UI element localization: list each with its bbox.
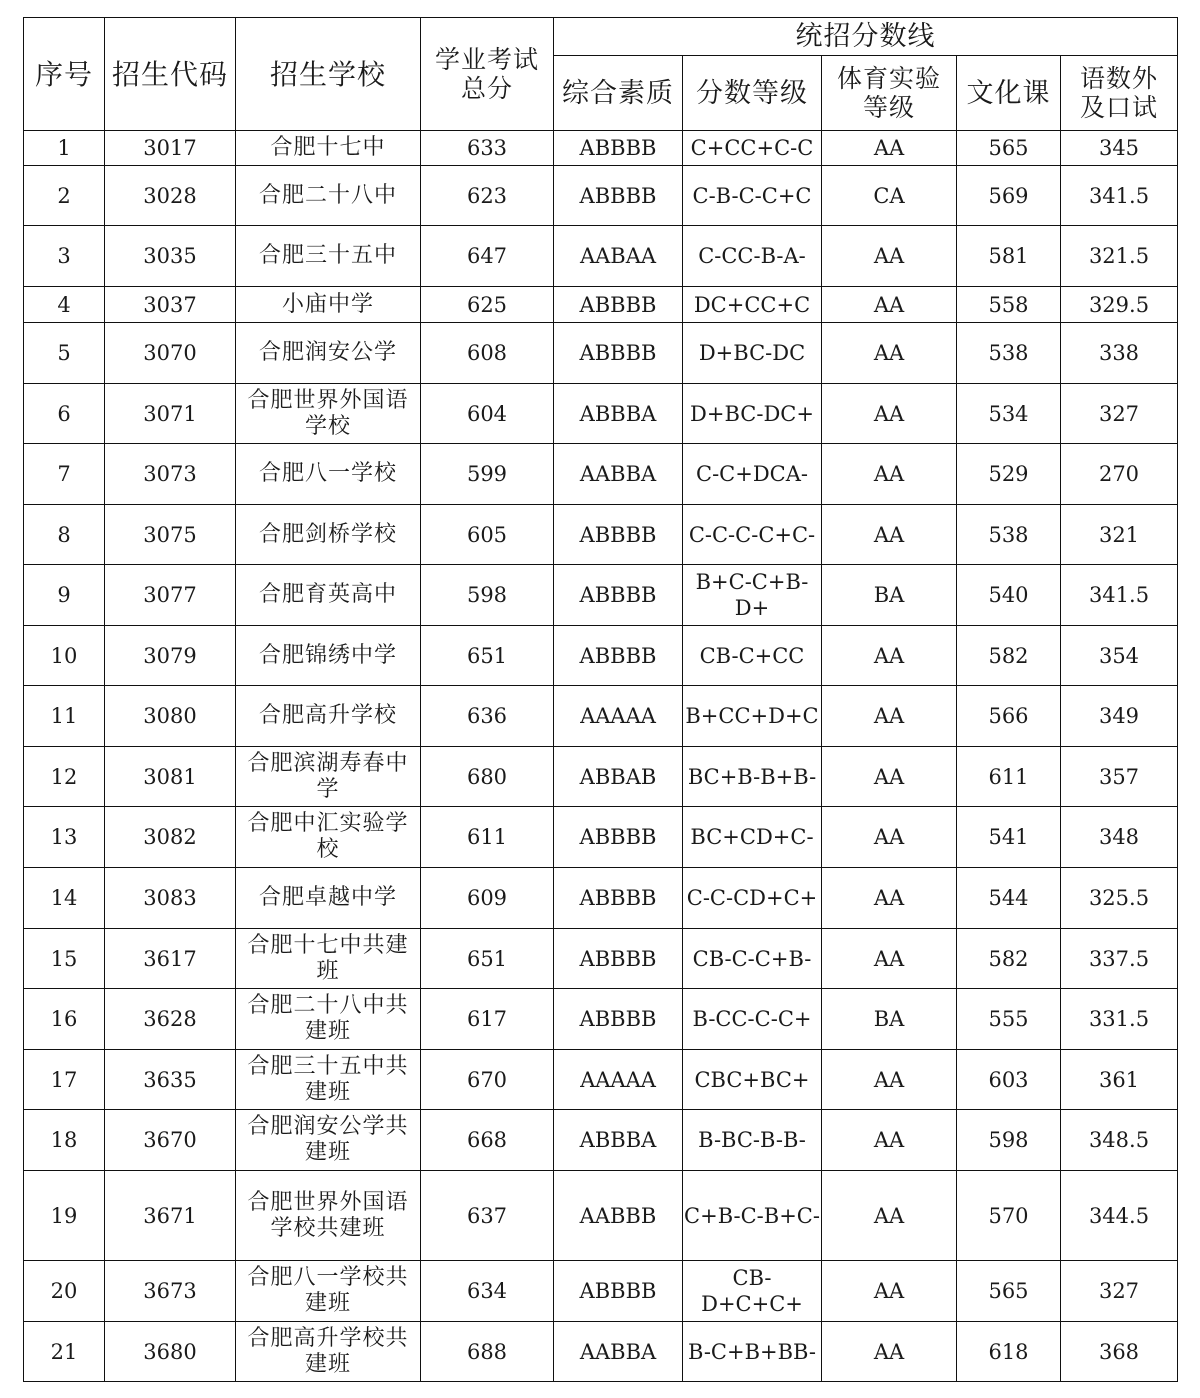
cell-code: 3035 (105, 226, 236, 287)
cell-grade: C-C-CD+C+ (683, 868, 822, 929)
cell-seq: 4 (24, 287, 105, 323)
table-row (24, 807, 1178, 868)
cell-culture: 540 (957, 565, 1061, 626)
cell-total: 680 (421, 747, 554, 807)
cell-total: 637 (421, 1171, 554, 1261)
cell-school (236, 747, 421, 807)
cell-school (236, 444, 421, 505)
cell-school (236, 226, 421, 287)
cell-total: 605 (421, 505, 554, 565)
cell-school (236, 686, 421, 747)
school-name: 合肥滨湖寿春中学 (247, 750, 409, 802)
table-row (24, 686, 1178, 747)
cell-total: 651 (421, 626, 554, 686)
table-row (24, 1171, 1178, 1261)
cell-total: 647 (421, 226, 554, 287)
cell-seq: 1 (24, 131, 105, 166)
cell-lang: 348 (1061, 807, 1178, 868)
cell-total: 636 (421, 686, 554, 747)
table-row (24, 1261, 1178, 1322)
cell-school (236, 384, 421, 444)
cell-quality: ABBBB (554, 323, 683, 384)
cell-culture: 603 (957, 1050, 1061, 1110)
cell-lang: 357 (1061, 747, 1178, 807)
school-name: 合肥十七中 (270, 135, 386, 160)
header-lang (1061, 56, 1178, 131)
cell-grade: D+BC-DC+ (683, 384, 822, 444)
table-row (24, 929, 1178, 989)
cell-code: 3673 (105, 1261, 236, 1322)
cell-lang: 329.5 (1061, 287, 1178, 323)
cell-pe: AA (822, 626, 957, 686)
cell-culture: 538 (957, 323, 1061, 384)
school-name: 合肥二十八中共建班 (247, 993, 409, 1044)
cell-lang: 344.5 (1061, 1171, 1178, 1261)
cell-lang: 341.5 (1061, 166, 1178, 226)
cell-lang: 341.5 (1061, 565, 1178, 626)
header-row-top (24, 18, 1178, 56)
school-name: 合肥世界外国语学校 (247, 387, 409, 439)
cell-total: 633 (421, 131, 554, 166)
cell-quality: ABBBB (554, 505, 683, 565)
cell-grade: BC+CD+C- (683, 807, 822, 868)
cell-pe: AA (822, 686, 957, 747)
cell-total: 599 (421, 444, 554, 505)
cell-seq: 6 (24, 384, 105, 444)
cell-quality: ABBBB (554, 868, 683, 929)
cell-grade: BC+B-B+B- (683, 747, 822, 807)
header-grade: 分数等级 (683, 56, 822, 131)
cell-code: 3635 (105, 1050, 236, 1110)
cell-total: 668 (421, 1110, 554, 1171)
cell-pe: AA (822, 807, 957, 868)
cell-pe: CA (822, 166, 957, 226)
cell-pe: BA (822, 565, 957, 626)
cell-total: 688 (421, 1322, 554, 1382)
cell-grade: CB-C-C+B- (683, 929, 822, 989)
cell-total: 651 (421, 929, 554, 989)
cell-pe: AA (822, 444, 957, 505)
cell-seq: 7 (24, 444, 105, 505)
cell-quality: ABBBA (554, 1110, 683, 1171)
cell-lang: 349 (1061, 686, 1178, 747)
cell-lang: 321 (1061, 505, 1178, 565)
cell-grade: CB-D+C+C+ (683, 1261, 822, 1322)
cell-seq: 18 (24, 1110, 105, 1171)
cell-lang: 348.5 (1061, 1110, 1178, 1171)
cell-school (236, 166, 421, 226)
cell-culture: 598 (957, 1110, 1061, 1171)
cell-quality: AABBB (554, 1171, 683, 1261)
cell-grade: C-C+DCA- (683, 444, 822, 505)
cell-total: 670 (421, 1050, 554, 1110)
cell-quality: ABBBB (554, 565, 683, 626)
cell-lang: 270 (1061, 444, 1178, 505)
cell-grade: C-B-C-C+C (683, 166, 822, 226)
cell-quality: AABBA (554, 444, 683, 505)
table-row (24, 565, 1178, 626)
table-row (24, 1110, 1178, 1171)
cell-quality: ABBBB (554, 166, 683, 226)
cell-pe: AA (822, 226, 957, 287)
score-table-sheet (23, 17, 1178, 1382)
header-pe (822, 56, 957, 131)
cell-lang: 327 (1061, 1261, 1178, 1322)
cell-code: 3080 (105, 686, 236, 747)
cell-school (236, 868, 421, 929)
cell-quality: ABBBB (554, 807, 683, 868)
header-code: 招生代码 (105, 18, 236, 131)
cell-seq: 10 (24, 626, 105, 686)
cell-grade: C+B-C-B+C- (683, 1171, 822, 1261)
table-body (24, 131, 1178, 1382)
cell-school (236, 626, 421, 686)
cell-school (236, 929, 421, 989)
cell-grade: B-BC-B-B- (683, 1110, 822, 1171)
school-name: 合肥八一学校 (258, 461, 397, 486)
cell-code: 3037 (105, 287, 236, 323)
cell-quality: ABBBB (554, 929, 683, 989)
cell-quality: AAAAA (554, 686, 683, 747)
header-total-text: 学业考试总分 (434, 45, 539, 103)
cell-total: 609 (421, 868, 554, 929)
admission-score-table (23, 17, 1178, 1382)
cell-seq: 2 (24, 166, 105, 226)
school-name: 合肥润安公学共建班 (247, 1114, 409, 1165)
school-name: 合肥十七中共建班 (247, 932, 409, 984)
cell-pe: AA (822, 384, 957, 444)
cell-code: 3017 (105, 131, 236, 166)
table-row (24, 131, 1178, 166)
header-group-cutoff: 统招分数线 (554, 18, 1178, 56)
cell-code: 3617 (105, 929, 236, 989)
school-name: 合肥锦绣中学 (258, 642, 397, 668)
cell-culture: 558 (957, 287, 1061, 323)
cell-seq: 8 (24, 505, 105, 565)
cell-school (236, 323, 421, 384)
cell-pe: AA (822, 1261, 957, 1322)
cell-lang: 331.5 (1061, 989, 1178, 1050)
cell-pe: AA (822, 505, 957, 565)
cell-code: 3081 (105, 747, 236, 807)
school-name: 合肥高升学校共建班 (247, 1325, 409, 1377)
cell-school (236, 807, 421, 868)
cell-seq: 17 (24, 1050, 105, 1110)
cell-pe: AA (822, 747, 957, 807)
cell-seq: 21 (24, 1322, 105, 1382)
cell-code: 3082 (105, 807, 236, 868)
cell-total: 634 (421, 1261, 554, 1322)
cell-lang: 337.5 (1061, 929, 1178, 989)
cell-lang: 325.5 (1061, 868, 1178, 929)
cell-culture: 566 (957, 686, 1061, 747)
cell-code: 3077 (105, 565, 236, 626)
cell-school (236, 1171, 421, 1261)
cell-pe: AA (822, 1110, 957, 1171)
cell-seq: 11 (24, 686, 105, 747)
cell-lang: 345 (1061, 131, 1178, 166)
cell-code: 3680 (105, 1322, 236, 1382)
table-row (24, 1322, 1178, 1382)
school-name: 合肥卓越中学 (258, 885, 397, 910)
cell-lang: 368 (1061, 1322, 1178, 1382)
cell-culture: 569 (957, 166, 1061, 226)
school-name: 合肥三十五中 (258, 243, 397, 268)
school-name: 合肥二十八中 (258, 182, 397, 208)
cell-school (236, 1261, 421, 1322)
cell-school (236, 505, 421, 565)
cell-culture: 582 (957, 929, 1061, 989)
school-name: 合肥育英高中 (258, 582, 397, 607)
cell-grade: DC+CC+C (683, 287, 822, 323)
table-row (24, 226, 1178, 287)
cell-culture: 534 (957, 384, 1061, 444)
cell-culture: 581 (957, 226, 1061, 287)
school-name: 合肥高升学校 (258, 703, 397, 728)
cell-grade: C+CC+C-C (683, 131, 822, 166)
school-name: 合肥剑桥学校 (258, 521, 397, 547)
cell-code: 3079 (105, 626, 236, 686)
table-row (24, 384, 1178, 444)
cell-seq: 20 (24, 1261, 105, 1322)
cell-seq: 15 (24, 929, 105, 989)
cell-culture: 529 (957, 444, 1061, 505)
cell-lang: 354 (1061, 626, 1178, 686)
cell-total: 625 (421, 287, 554, 323)
cell-lang: 361 (1061, 1050, 1178, 1110)
cell-grade: B+C-C+B-D+ (683, 565, 822, 626)
header-quality: 综合素质 (554, 56, 683, 131)
cell-grade: C-C-C-C+C- (683, 505, 822, 565)
header-school: 招生学校 (236, 18, 421, 131)
cell-total: 617 (421, 989, 554, 1050)
cell-seq: 14 (24, 868, 105, 929)
cell-pe: AA (822, 1171, 957, 1261)
table-row (24, 626, 1178, 686)
cell-school (236, 1050, 421, 1110)
cell-culture: 565 (957, 1261, 1061, 1322)
cell-culture: 544 (957, 868, 1061, 929)
cell-grade: C-CC-B-A- (683, 226, 822, 287)
school-name: 合肥世界外国语学校共建班 (247, 1189, 409, 1241)
cell-pe: AA (822, 1050, 957, 1110)
cell-seq: 3 (24, 226, 105, 287)
cell-school (236, 287, 421, 323)
cell-quality: ABBBB (554, 287, 683, 323)
cell-culture: 538 (957, 505, 1061, 565)
cell-grade: D+BC-DC (683, 323, 822, 384)
cell-code: 3071 (105, 384, 236, 444)
table-row (24, 166, 1178, 226)
table-row (24, 444, 1178, 505)
cell-culture: 565 (957, 131, 1061, 166)
cell-quality: ABBBB (554, 989, 683, 1050)
cell-seq: 12 (24, 747, 105, 807)
cell-quality: ABBBB (554, 131, 683, 166)
cell-lang: 321.5 (1061, 226, 1178, 287)
table-row (24, 747, 1178, 807)
school-name: 合肥中汇实验学校 (247, 811, 409, 862)
table-row (24, 989, 1178, 1050)
school-name: 合肥润安公学 (258, 340, 397, 365)
cell-quality: AABBA (554, 1322, 683, 1382)
table-row (24, 868, 1178, 929)
cell-total: 623 (421, 166, 554, 226)
cell-culture: 570 (957, 1171, 1061, 1261)
cell-grade: B+CC+D+C (683, 686, 822, 747)
cell-code: 3070 (105, 323, 236, 384)
cell-culture: 611 (957, 747, 1061, 807)
school-name: 合肥八一学校共建班 (247, 1265, 409, 1316)
cell-pe: AA (822, 868, 957, 929)
cell-code: 3083 (105, 868, 236, 929)
cell-grade: B-C+B+BB- (683, 1322, 822, 1382)
table-row (24, 1050, 1178, 1110)
cell-total: 604 (421, 384, 554, 444)
cell-school (236, 131, 421, 166)
header-lang-text: 语数外及口试 (1079, 64, 1158, 122)
cell-quality: AAAAA (554, 1050, 683, 1110)
table-row (24, 287, 1178, 323)
school-name: 合肥三十五中共建班 (247, 1053, 409, 1105)
cell-quality: ABBBA (554, 384, 683, 444)
table-row (24, 505, 1178, 565)
header-pe-text: 体育实验等级 (836, 64, 941, 122)
cell-quality: ABBBB (554, 1261, 683, 1322)
cell-seq: 13 (24, 807, 105, 868)
cell-pe: BA (822, 989, 957, 1050)
cell-pe: AA (822, 131, 957, 166)
cell-culture: 582 (957, 626, 1061, 686)
school-name: 小庙中学 (281, 291, 374, 317)
cell-pe: AA (822, 287, 957, 323)
cell-grade: CBC+BC+ (683, 1050, 822, 1110)
cell-code: 3670 (105, 1110, 236, 1171)
cell-code: 3028 (105, 166, 236, 226)
cell-pe: AA (822, 323, 957, 384)
header-culture: 文化课 (957, 56, 1061, 131)
cell-culture: 618 (957, 1322, 1061, 1382)
cell-quality: ABBBB (554, 626, 683, 686)
cell-seq: 19 (24, 1171, 105, 1261)
header-total (421, 18, 554, 131)
header-seq: 序号 (24, 18, 105, 131)
cell-grade: B-CC-C-C+ (683, 989, 822, 1050)
cell-code: 3073 (105, 444, 236, 505)
cell-pe: AA (822, 929, 957, 989)
cell-grade: CB-C+CC (683, 626, 822, 686)
table-row (24, 323, 1178, 384)
cell-school (236, 1110, 421, 1171)
cell-seq: 9 (24, 565, 105, 626)
cell-quality: AABAA (554, 226, 683, 287)
cell-code: 3671 (105, 1171, 236, 1261)
cell-code: 3628 (105, 989, 236, 1050)
cell-lang: 338 (1061, 323, 1178, 384)
cell-culture: 555 (957, 989, 1061, 1050)
cell-school (236, 565, 421, 626)
cell-culture: 541 (957, 807, 1061, 868)
cell-total: 598 (421, 565, 554, 626)
cell-code: 3075 (105, 505, 236, 565)
cell-total: 608 (421, 323, 554, 384)
cell-seq: 16 (24, 989, 105, 1050)
cell-seq: 5 (24, 323, 105, 384)
cell-lang: 327 (1061, 384, 1178, 444)
cell-pe: AA (822, 1322, 957, 1382)
cell-school (236, 989, 421, 1050)
cell-school (236, 1322, 421, 1382)
cell-total: 611 (421, 807, 554, 868)
cell-quality: ABBAB (554, 747, 683, 807)
